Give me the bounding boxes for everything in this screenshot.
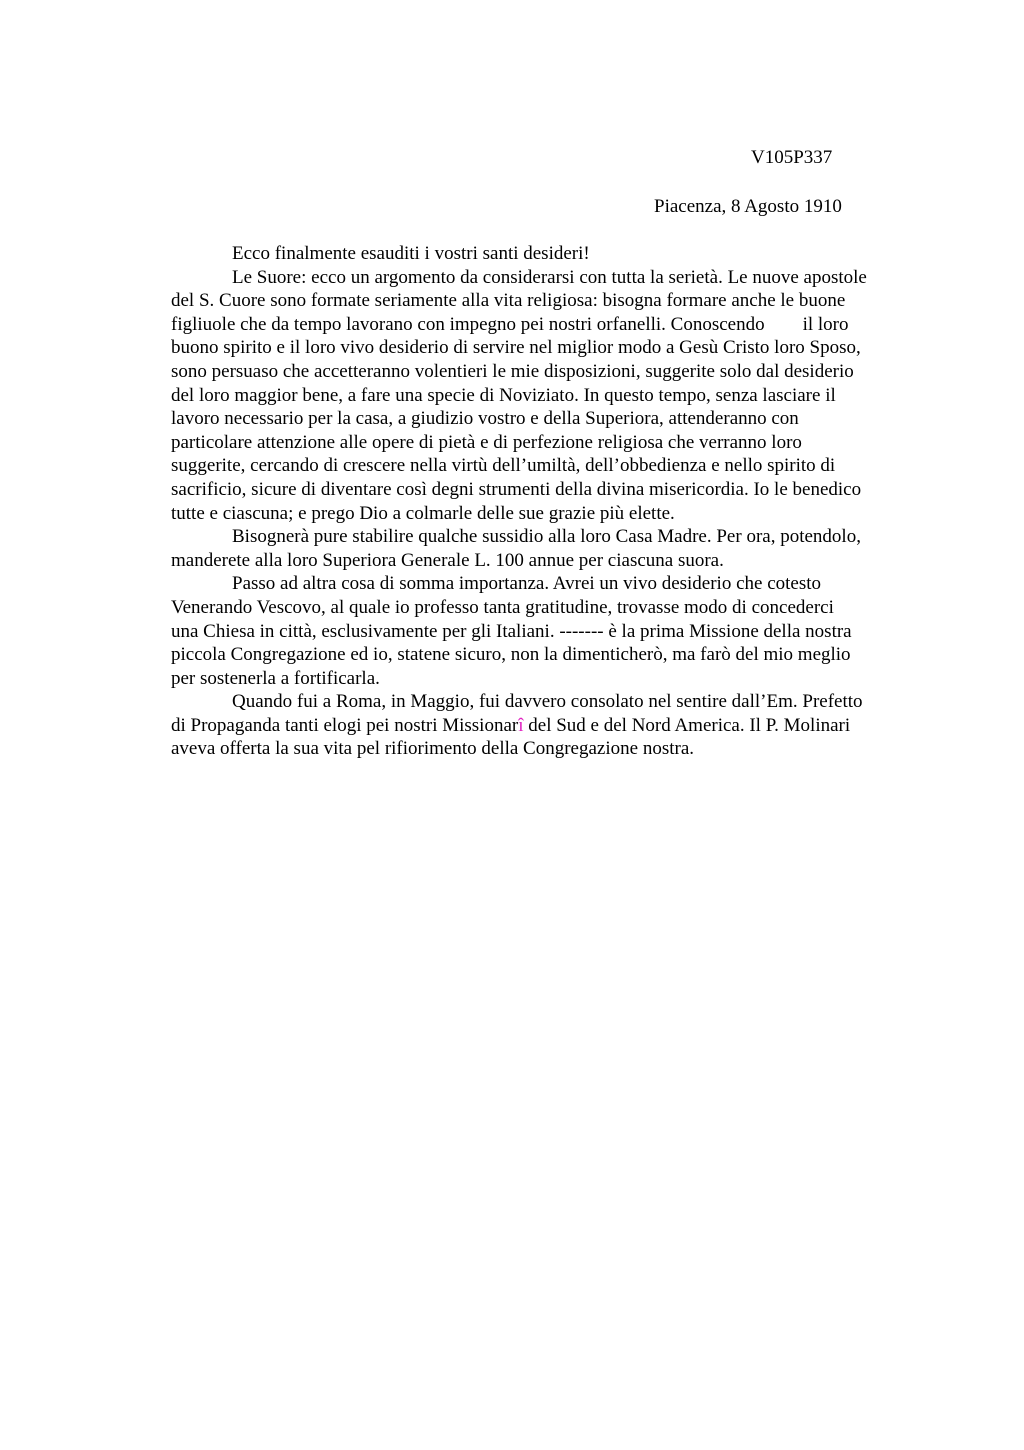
letter-date: Piacenza, 8 Agosto 1910	[654, 196, 842, 217]
paragraph-line: del S. Cuore sono formate seriamente alla vita religiosa: bisogna formare anche le buone	[171, 290, 846, 312]
paragraph-line: tutte e ciascuna; e prego Dio a colmarle delle sue grazie più elette.	[171, 502, 675, 524]
document-code: V105P337	[751, 147, 833, 168]
line-text-after-mark: del Sud e del Nord America. Il P. Molinari	[523, 714, 851, 736]
paragraph-line: sacrificio, sicure di diventare così degni strumenti della divina misericordia. Io le benedico	[171, 478, 862, 500]
paragraph-line: lavoro necessario per la casa, a giudizio vostro e della Superiora, attenderanno con	[171, 408, 799, 430]
paragraph-line: particolare attenzione alle opere di pietà e di perfezione religiosa che verranno loro	[171, 431, 802, 453]
paragraph-line: Ecco finalmente esauditi i vostri santi desideri!	[232, 243, 590, 264]
paragraph-line: piccola Congregazione ed io, statene sicuro, non la dimenticherò, ma farò del mio meglio	[171, 644, 851, 666]
line-text-before-mark: di Propaganda tanti elogi pei nostri Missionar	[171, 714, 519, 736]
paragraph-line: sono persuaso che accetteranno volentieri le mie disposizioni, suggerite solo dal desiderio	[171, 360, 854, 382]
paragraph-line: buono spirito e il loro vivo desiderio di servire nel miglior modo a Gesù Cristo loro Sposo,	[171, 337, 861, 359]
paragraph-line: del loro maggior bene, a fare una specie di Noviziato. In questo tempo, senza lasciare il	[171, 384, 836, 406]
paragraph-line: Passo ad altra cosa di somma importanza. Avrei un vivo desiderio che cotesto	[232, 573, 822, 595]
paragraph-line-marked	[171, 714, 931, 738]
paragraph-line: Le Suore: ecco un argomento da considerarsi con tutta la serietà. Le nuove apostole	[232, 266, 867, 288]
paragraph-line: aveva offerta la sua vita pel rifiorimento della Congregazione nostra.	[171, 738, 695, 760]
paragraph-line: una Chiesa in città, esclusivamente per gli Italiani. ------- è la prima Missione della nostra	[171, 620, 852, 642]
highlighted-character: î	[518, 714, 524, 736]
paragraph-line: Bisognerà pure stabilire qualche sussidio alla loro Casa Madre. Per ora, potendolo,	[232, 526, 861, 548]
letter-body	[171, 242, 931, 761]
paragraph-line: manderete alla loro Superiora Generale L. 100 annue per ciascuna suora.	[171, 549, 724, 571]
paragraph-line: suggerite, cercando di crescere nella virtù dell’umiltà, dell’obbedienza e nello spirito di	[171, 455, 836, 477]
paragraph-line: Venerando Vescovo, al quale io professo tanta gratitudine, trovasse modo di concederci	[171, 596, 834, 618]
paragraph-line: figliuole che da tempo lavorano con impegno pei nostri orfanelli. Conoscendo il loro	[171, 313, 849, 335]
paragraph-line: Quando fui a Roma, in Maggio, fui davvero consolato nel sentire dall’Em. Prefetto	[232, 691, 863, 713]
paragraph-line: per sostenerla a fortificarla.	[171, 667, 380, 689]
